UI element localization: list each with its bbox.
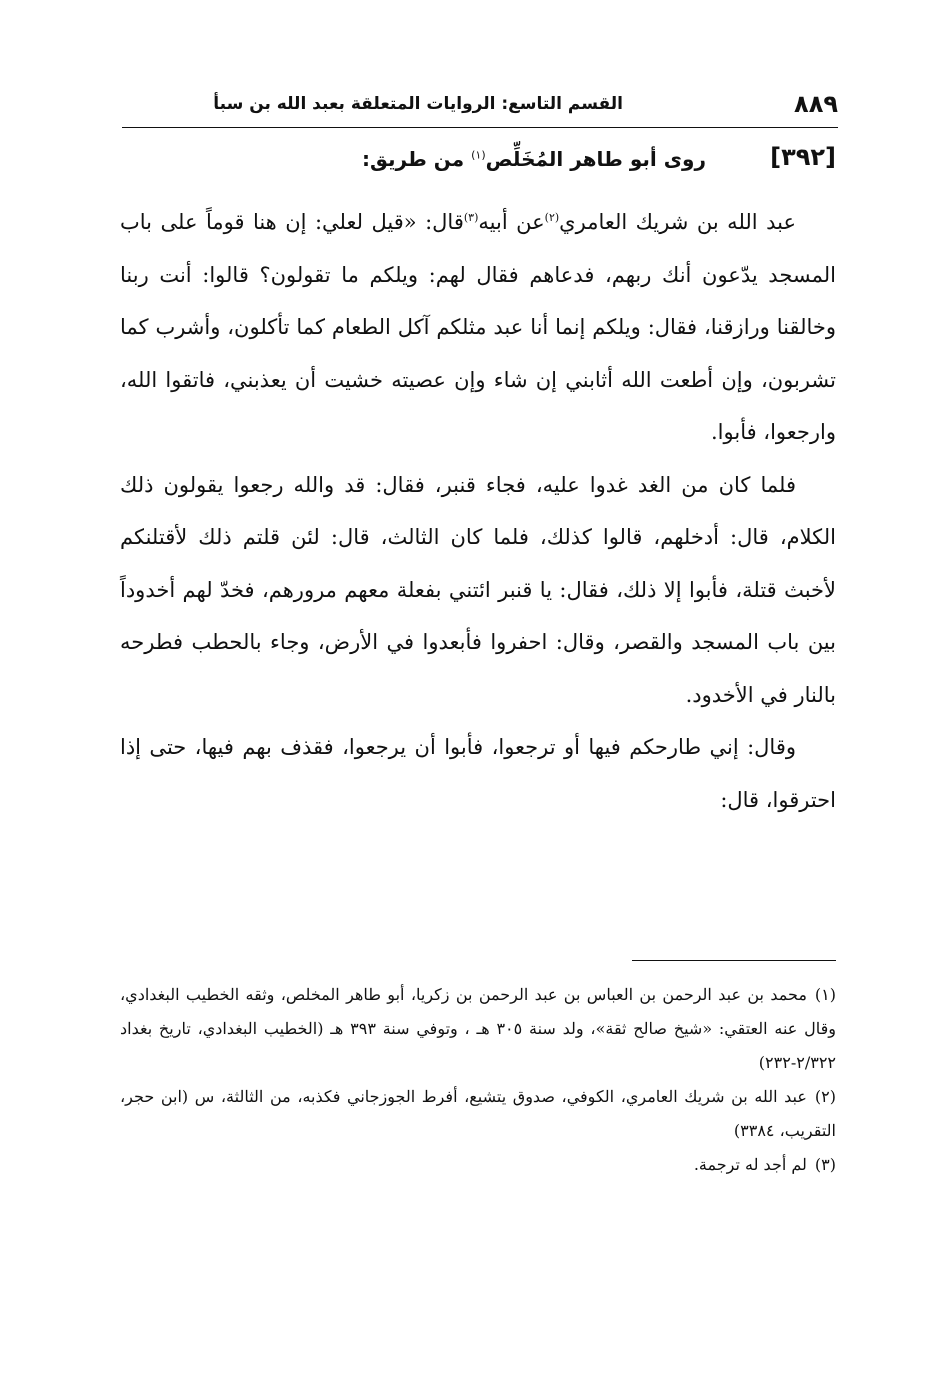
entry-heading	[300, 143, 836, 187]
main-text	[120, 192, 836, 826]
paragraph-1	[120, 192, 836, 459]
footnote-text: عبد الله بن شريك العامري، الكوفي، صدوق يتشيع، أفرط الجوزجاني فكذبه، من الثالثة، س (ابن حجر، التقريب، ٣٣٨٤)	[120, 1087, 836, 1140]
footnote-marker: (١)	[814, 985, 836, 1004]
footnote-ref-3: (٣)	[463, 211, 479, 224]
footnote-divider	[632, 960, 836, 961]
footnote-2	[120, 1080, 836, 1148]
footnotes	[120, 978, 836, 1182]
entry-number: [٣٩٢]	[770, 143, 836, 171]
paragraph-1-text: قال: «قيل لعلي: إن هنا قوماً على باب المسجد يدّعون أنك ربهم، فدعاهم فقال لهم: ويلكم ما تقولون؟ قالوا: أنت ربنا وخالقنا ورازقنا، فقال: ويلكم إنما أنا عبد مثلكم آكل الطعام كما تأكلون، وأشرب كما تشربون، وإن أطعت الله أثابني إن شاء وإن عصيته خشيت أن يعذبني، فاتقوا الله، وارجعوا، فأبوا.	[120, 210, 836, 444]
page-header	[120, 90, 838, 130]
footnote-ref-1: (١)	[471, 148, 486, 162]
paragraph-3: وقال: إني طارحكم فيها أو ترجعوا، فأبوا أن يرجعوا، فقذف بهم فيها، حتى إذا احترقوا، قال:	[120, 735, 836, 812]
footnote-marker: (٢)	[814, 1087, 836, 1106]
entry-title	[362, 147, 706, 171]
footnote-ref-2: (٢)	[544, 211, 560, 224]
footnote-marker: (٣)	[814, 1155, 836, 1174]
running-header-title: القسم التاسع: الروايات المتعلقة بعبد الله بن سبأ	[213, 94, 623, 114]
footnote-text: محمد بن عبد الرحمن بن العباس بن عبد الرحمن بن زكريا، أبو طاهر المخلص، وثقه الخطيب البغدادي، وقال عنه العتقي: «شيخ صالح ثقة»، ولد سنة ٣٠٥ هـ ، وتوفي سنة ٣٩٣ هـ (الخطيب البغدادي، تاريخ بغداد ٢/٣٢٢-٢٣٢)	[120, 985, 837, 1072]
narrator-name: عبد الله بن شريك العامري	[559, 210, 796, 234]
page-number: ٨٨٩	[794, 90, 838, 118]
footnote-text: لم أجد له ترجمة.	[693, 1155, 807, 1174]
header-divider	[122, 127, 838, 128]
entry-title-tail: من طريق:	[361, 147, 465, 171]
narrator-father: عن أبيه	[478, 210, 545, 234]
footnote-1	[120, 978, 836, 1080]
entry-title-main: روى أبو طاهر المُخَلِّص	[485, 147, 706, 171]
paragraph-2: فلما كان من الغد غدوا عليه، فجاء قنبر، فقال: قد والله رجعوا يقولون ذلك الكلام، قال: أدخلهم، قالوا كذلك، فلما كان الثالث، قال: لئن قلتم ذلك لأقتلنكم لأخبث قتلة، فأبوا إلا ذلك، فقال: يا قنبر ائتني بفعلة معهم مرورهم، فخدّ لهم أخدوداً بين باب المسجد والقصر، وقال: احفروا فأبعدوا في الأرض، وجاء بالحطب فطرحه بالنار في الأخدود.	[120, 472, 836, 707]
footnote-3	[120, 1148, 836, 1182]
